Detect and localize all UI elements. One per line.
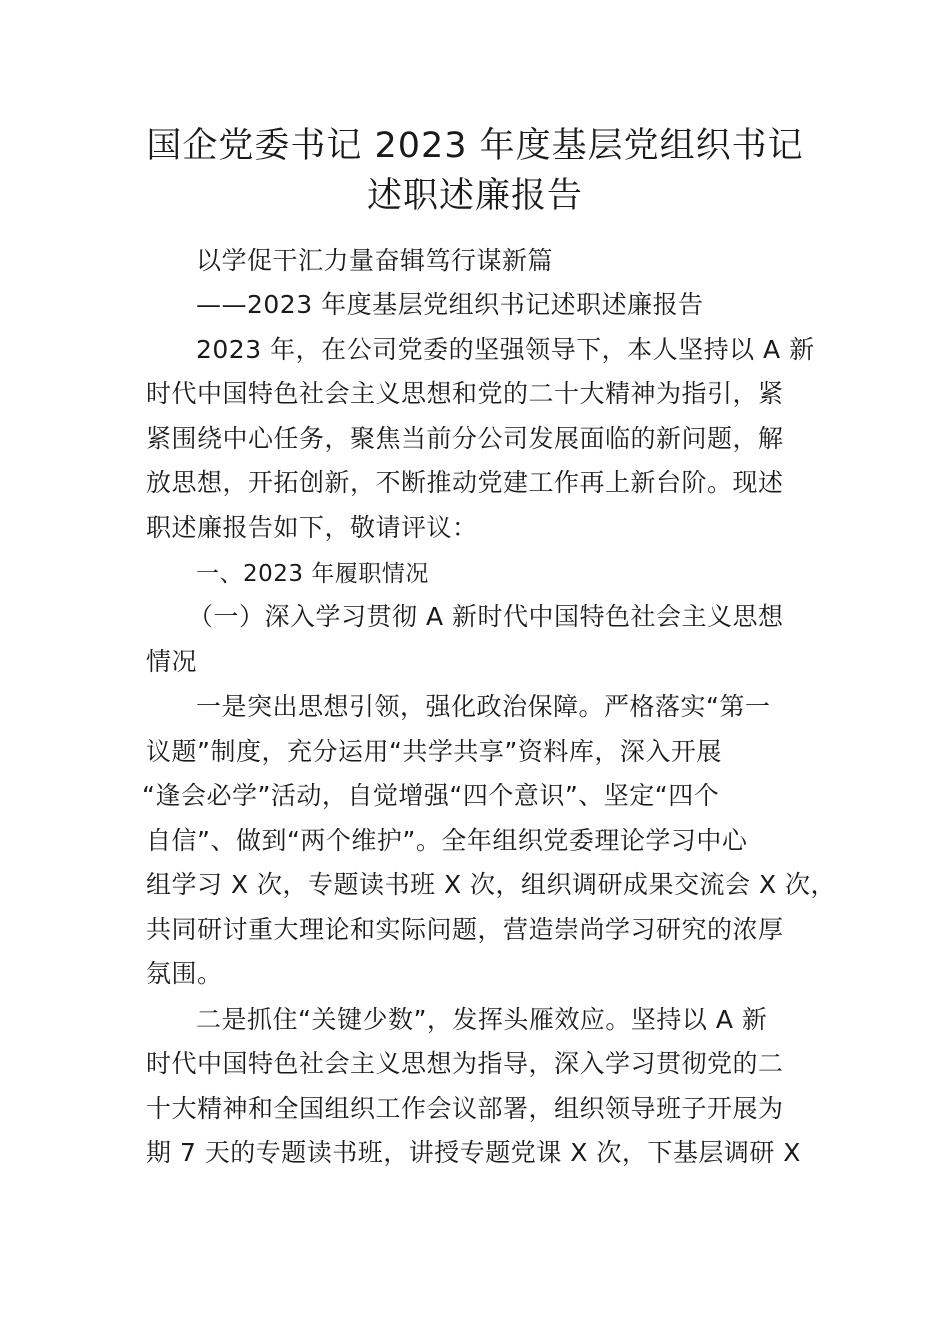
subsection-heading: （一）深入学习贯彻 A 新时代中国特色社会主义思想 [188, 602, 784, 631]
document-title-line-1: 国企党委书记 2023 年度基层党组织书记 [146, 126, 804, 166]
subsection-heading-cont: 情况 [146, 647, 198, 676]
paragraph-line: 二是抓住“关键少数”，发挥头雁效应。坚持以 A 新 [196, 1005, 768, 1034]
paragraph-line: 2023 年，在公司党委的坚强领导下，本人坚持以 A 新 [196, 335, 815, 364]
paragraph-line: 期 7 天的专题读书班，讲授专题党课 X 次，下基层调研 X [146, 1138, 801, 1167]
subtitle-secondary: ——2023 年度基层党组织书记述职述廉报告 [196, 290, 704, 319]
document-title-line-2: 述职述廉报告 [366, 176, 583, 216]
paragraph-line: 组学习 X 次，专题读书班 X 次，组织调研成果交流会 X 次， [146, 870, 837, 899]
section-heading: 一、2023 年履职情况 [196, 561, 429, 587]
paragraph-line: 氛围。 [146, 959, 223, 988]
paragraph-line: 十大精神和全国组织工作会议部署，组织领导班子开展为 [146, 1094, 784, 1123]
paragraph-line: 自信”、做到“两个维护”。全年组织党委理论学习中心 [146, 826, 748, 855]
paragraph-line: 职述廉报告如下，敬请评议： [146, 513, 478, 542]
paragraph-line: 时代中国特色社会主义思想为指导，深入学习贯彻党的二 [146, 1049, 784, 1078]
paragraph-line: 一是突出思想引领，强化政治保障。严格落实“第一 [196, 692, 771, 721]
paragraph-line: 放思想，开拓创新，不断推动党建工作再上新台阶。现述 [146, 468, 784, 497]
subtitle-main: 以学促干汇力量奋辑笃行谋新篇 [196, 246, 554, 275]
paragraph-line: 紧围绕中心任务，聚焦当前分公司发展面临的新问题，解 [146, 424, 784, 453]
paragraph-line: 时代中国特色社会主义思想和党的二十大精神为指引，紧 [146, 379, 784, 408]
paragraph-line: “逢会必学”活动，自觉增强“四个意识”、坚定“四个 [142, 781, 720, 810]
paragraph-line: 议题”制度，充分运用“共学共享”资料库，深入开展 [146, 737, 722, 766]
paragraph-line: 共同研讨重大理论和实际问题，营造崇尚学习研究的浓厚 [146, 915, 784, 944]
